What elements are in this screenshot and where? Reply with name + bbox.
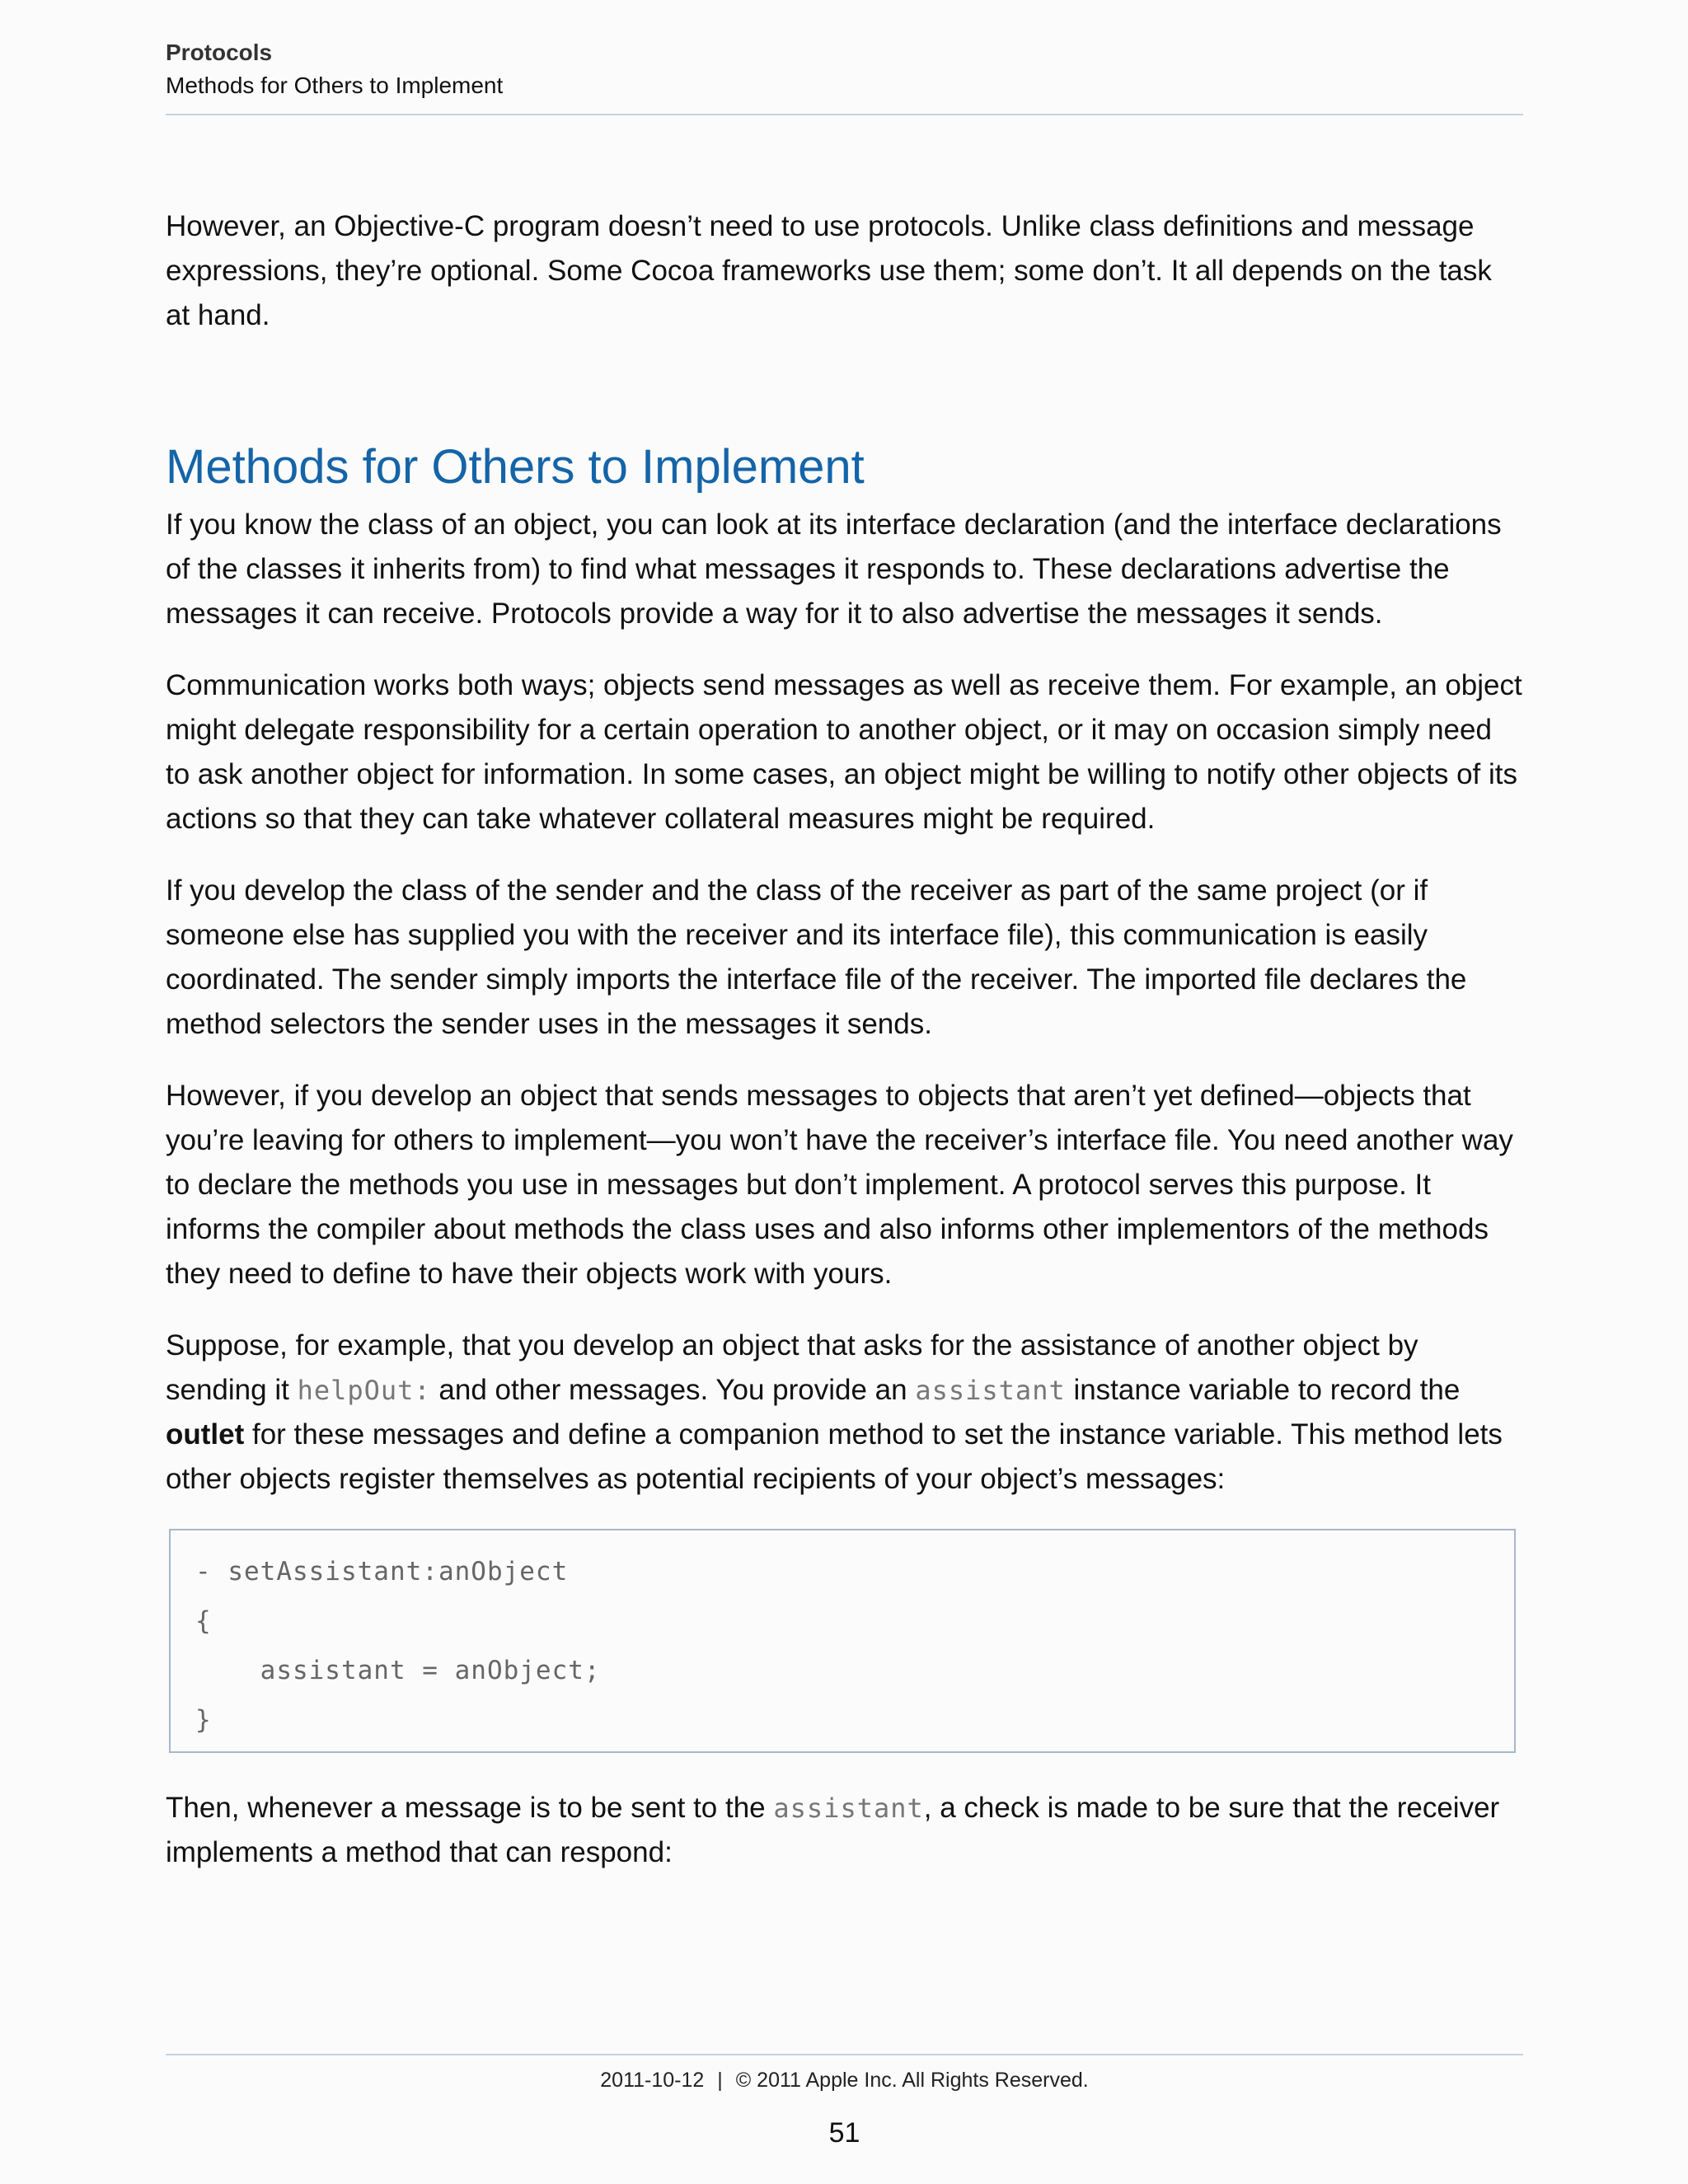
code-line: { [195, 1606, 212, 1636]
footer-date: 2011-10-12 [600, 2069, 705, 2092]
paragraph-2: Communication works both ways; objects send messages as well as receive them. For example, an object might delegate responsibility for a certain operation to another object, or it may on occasion simply need to ask another object for information. In some cases, an object might be willing to notify other objects of its actions so that they can take whatever collateral measures might be required. [166, 669, 1522, 835]
paragraph-6-text-a: Then, whenever a message is to be sent to the [166, 1792, 774, 1824]
intro-paragraph: However, an Objective-C program doesn’t need to use protocols. Unlike class definitions and message expressions, they’re optional. Some Cocoa frameworks use them; some don’t. It all depends on the task at hand. [166, 210, 1492, 331]
page-content [166, 204, 1523, 1902]
paragraph-5 [166, 1324, 1523, 1502]
code-listing [169, 1529, 1516, 1753]
chapter-title: Protocols [166, 40, 273, 65]
page-number: 51 [828, 2117, 860, 2149]
code-line: - setAssistant:anObject [195, 1557, 569, 1586]
inline-code-assistant-2: assistant [773, 1793, 924, 1824]
inline-code-assistant: assistant [915, 1375, 1066, 1406]
section-heading: Methods for Others to Implement [166, 440, 865, 494]
paragraph-4: However, if you develop an object that sends messages to objects that aren’t yet defined—objects that you’re leaving for others to implement—you won’t have the receiver’s interface file. You need another way to declare the methods you use in messages but don’t implement. A protocol serves this purpose. It informs the compiler about methods the class uses and also informs other implementors of the methods they need to define to have their objects work with yours. [166, 1080, 1513, 1290]
paragraph-5-text-d: for these messages and define a companion method to set the instance variable. This method lets other objects register themselves as potential recipients of your object’s messages: [166, 1418, 1503, 1495]
bold-term-outlet: outlet [166, 1418, 245, 1451]
paragraph-3: If you develop the class of the sender and the class of the receiver as part of the same project (or if someone else has supplied you with the receiver and its interface file), this communication is easily coordinated. The sender simply imports the interface file of the receiver. The imported file declares the method selectors the sender uses in the messages it sends. [166, 874, 1467, 1040]
paragraph-6 [166, 1786, 1523, 1875]
header-divider [166, 114, 1523, 115]
paragraph-5-text-a: Suppose, for example, that you develop an object that asks for the assistance of another object by sending it [166, 1329, 1418, 1406]
footer-separator: | [717, 2069, 723, 2092]
running-header [166, 36, 1523, 102]
paragraph-6-text-b: , a check is made to be sure that the receiver implements a method that can respond: [166, 1792, 1500, 1868]
code-line: } [195, 1705, 212, 1735]
paragraph-1: If you know the class of an object, you can look at its interface declaration (and the interface declarations of the classes it inherits from) to find what messages it responds to. These declarations advertise the messages it can receive. Protocols provide a way for it to also advertise the messages it sends. [166, 509, 1502, 630]
footer-divider [166, 2054, 1523, 2055]
paragraph-5-text-b: and other messages. You provide an [430, 1374, 916, 1406]
footer [166, 2065, 1523, 2095]
inline-code-helpout: helpOut: [297, 1375, 431, 1406]
code-line: assistant = anObject; [195, 1656, 601, 1685]
footer-copyright: © 2011 Apple Inc. All Rights Reserved. [735, 2069, 1089, 2092]
paragraph-5-text-c: instance variable to record the [1065, 1374, 1461, 1406]
running-section-title: Methods for Others to Implement [166, 73, 504, 98]
section-heading-wrap [166, 438, 1523, 496]
